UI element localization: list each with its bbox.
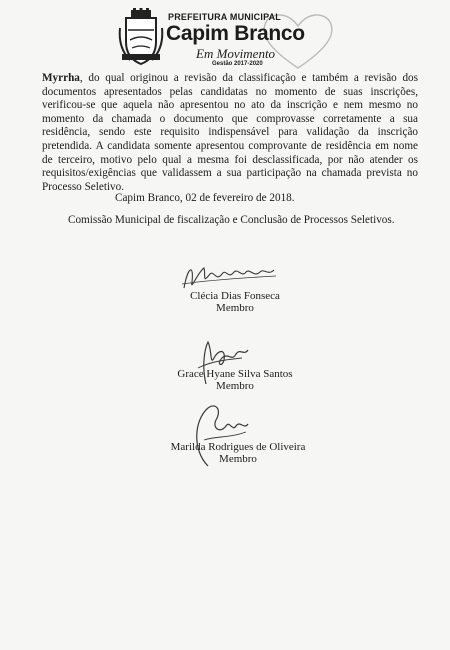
signatory-2: [160, 368, 310, 392]
signatory-role: Membro: [219, 453, 257, 465]
term-label: Gestão 2017-2020: [212, 61, 263, 67]
commission-line: Comissão Municipal de fiscalização e Conclusão de Processos Seletivos.: [68, 214, 395, 226]
signatory-role: Membro: [216, 302, 254, 314]
signatory-3: [148, 441, 328, 465]
signatory-1: [170, 290, 300, 314]
signatory-name: Marilda Rodrigues de Oliveira: [170, 441, 306, 453]
body-paragraph: [42, 72, 418, 194]
lead-name: Myrrha: [42, 72, 80, 84]
slogan: Em Movimento: [196, 46, 276, 61]
signatory-name: Clécia Dias Fonseca: [190, 290, 280, 302]
signatory-name: Grace Hyane Silva Santos: [177, 368, 293, 380]
city-name: Capim Branco: [166, 22, 305, 45]
municipal-crest-logo: [118, 8, 164, 66]
date-line: Capim Branco, 02 de fevereiro de 2018.: [115, 192, 295, 204]
signatory-role: Membro: [216, 380, 254, 392]
prefeitura-label: PREFEITURA MUNICIPAL: [168, 12, 281, 22]
letterhead: [118, 8, 328, 70]
paragraph-text: , do qual originou a revisão da classificação e também a revisão dos documentos apresentados pelas candidatas no momento de suas inscrições, verificou-se que aquela não apresentou no ato da inscrição e nem mesmo no momento da chamada o documento que comprovasse corretamente a sua residência, sendo este requisito indispensável para validação da inscrição pretendida. A candidata somente apresentou comprovante de residência em nome de terceiro, motivo pelo qual a mesma foi desclassificada, por não atender os requisitos/exigências que validassem a sua participação na chamada prevista no Processo Seletivo.: [42, 72, 418, 193]
